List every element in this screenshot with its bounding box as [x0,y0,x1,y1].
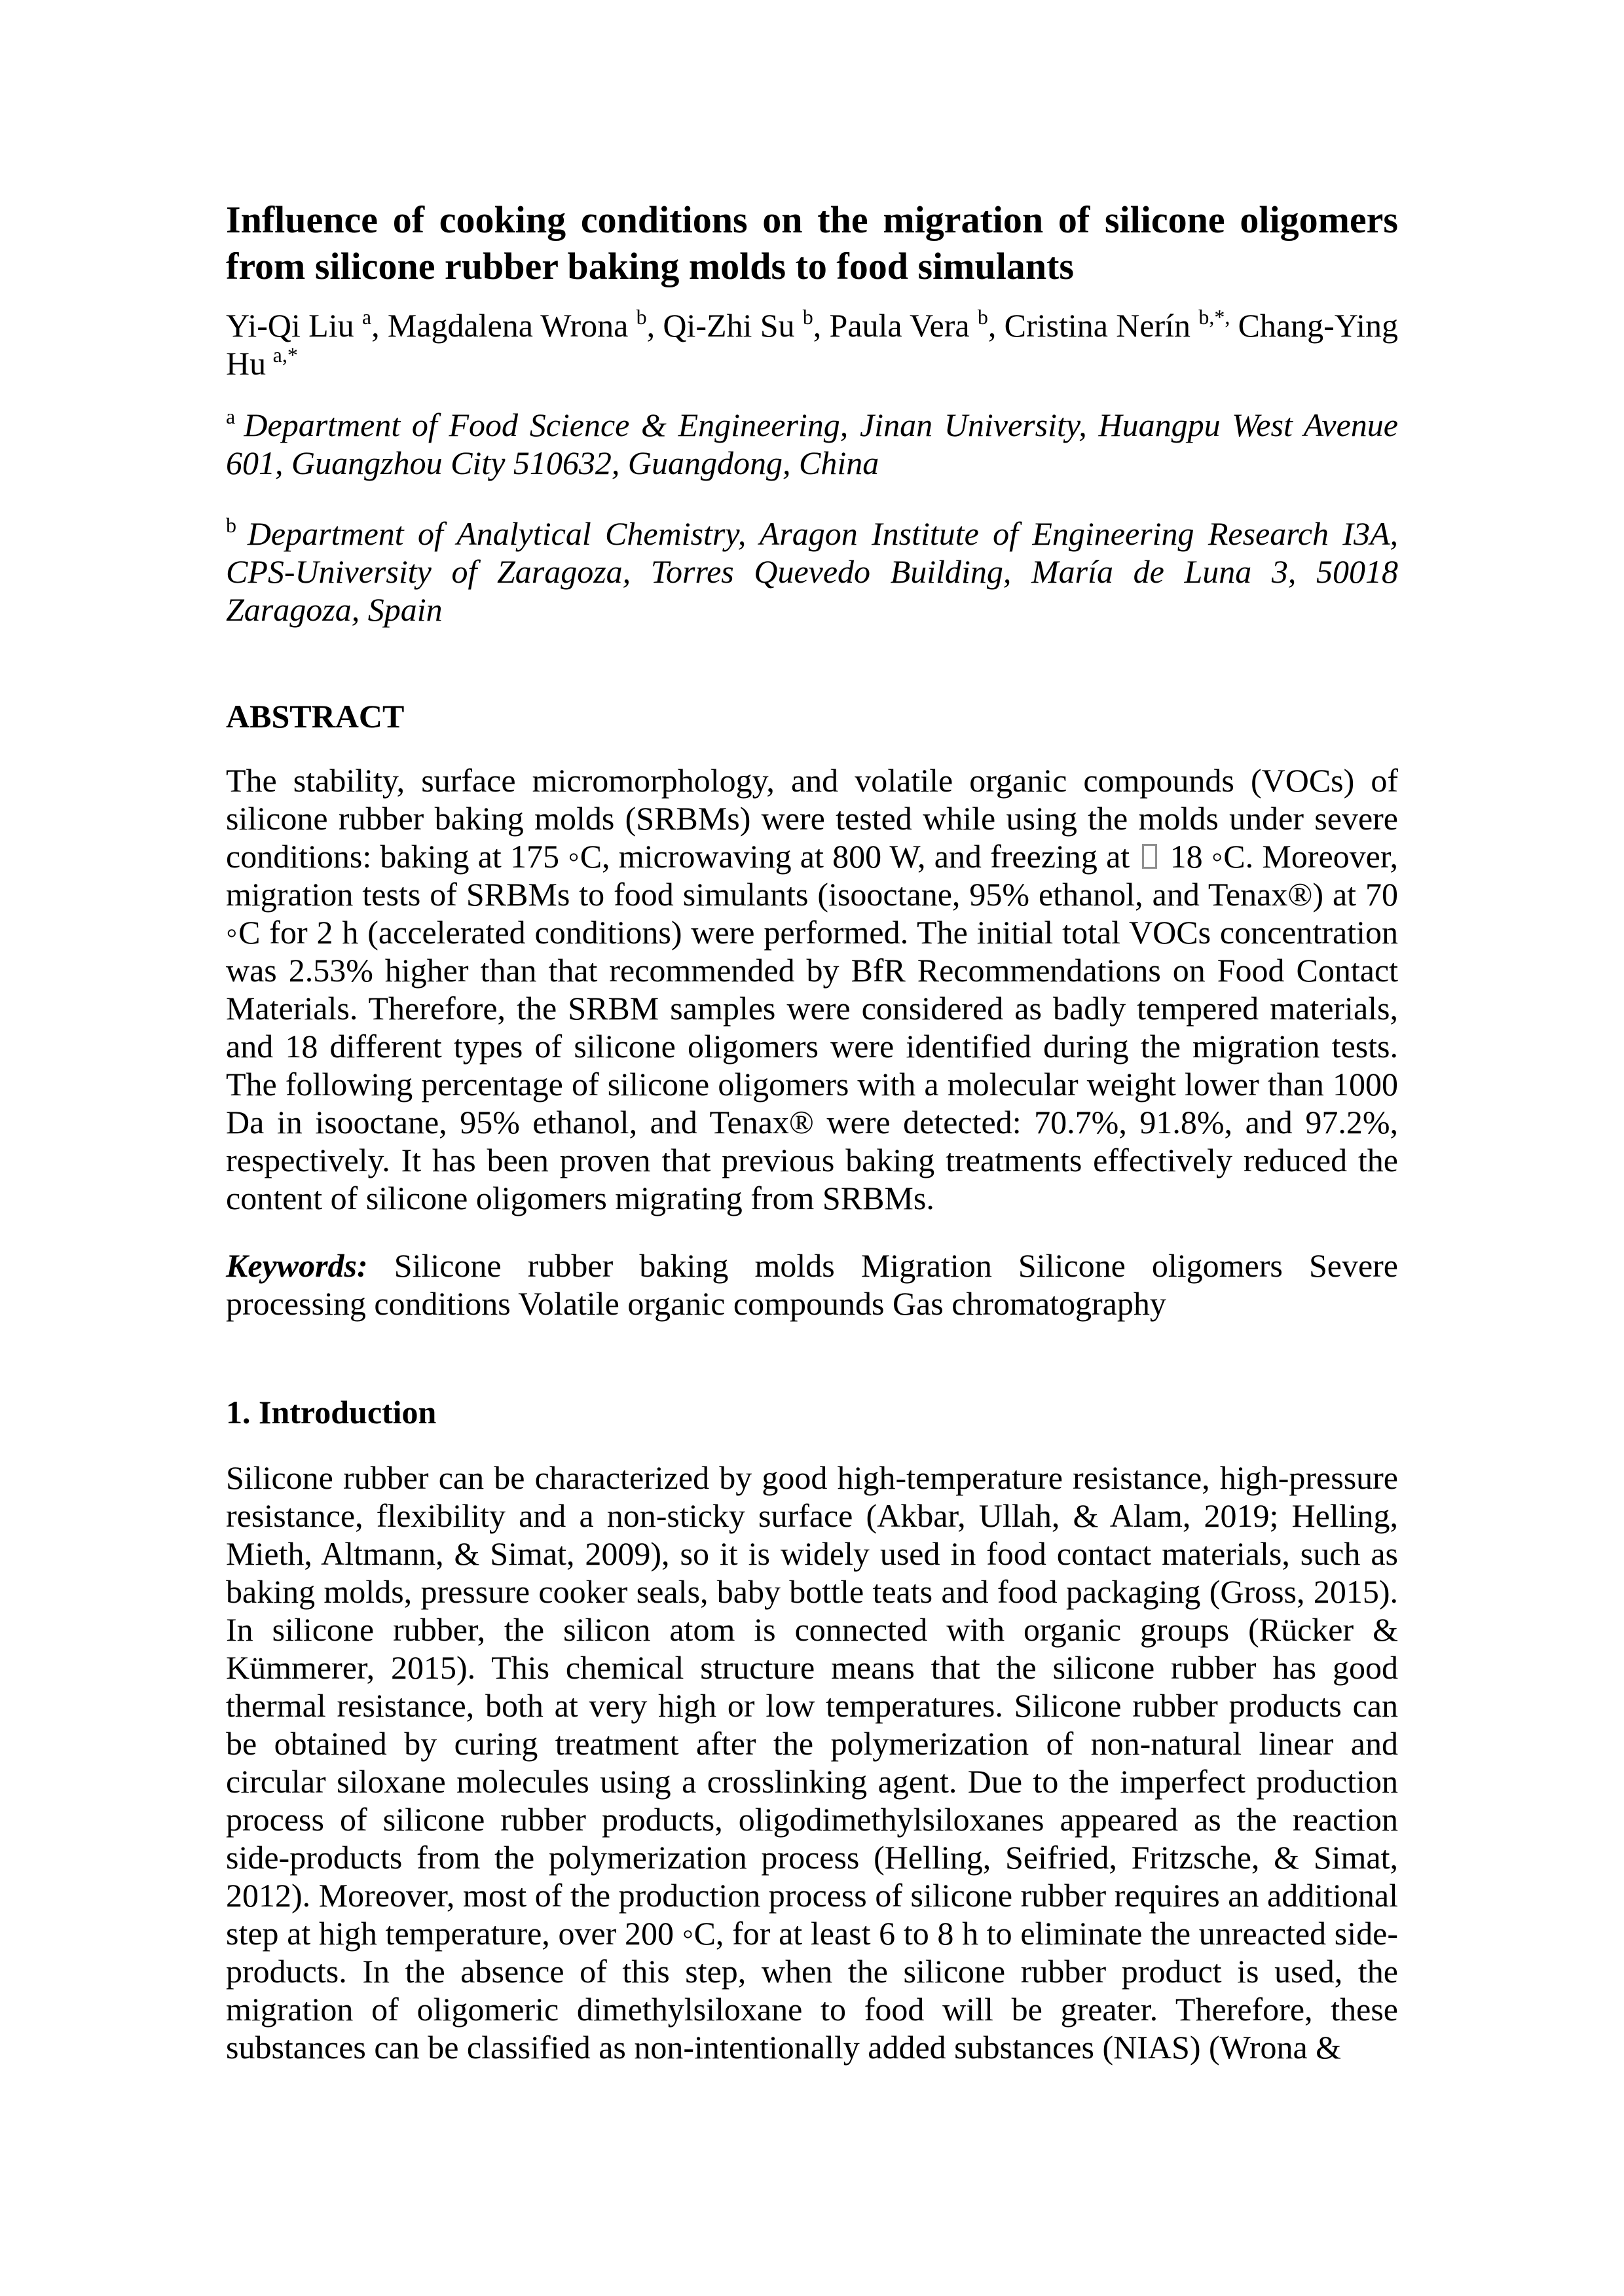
superscript-marker: b [226,513,248,537]
affiliation-a [226,406,1398,482]
text-segment: Silicone rubber can be characterized by good high-temperature resistance, high-pressure resistance, flexibility and a non-sticky surface (Akbar, Ullah, & Alam, 2019; Helling, Mieth, Altmann, & Simat, 2009), so it is widely used in food contact materials, such as baking molds, pressure cooker seals, baby bottle teats and food packaging (Gross, 2015). In silicone rubber, the silicon atom is connected with organic groups (Rücker & Kümmerer, 2015). This chemical structure means that the silicone rubber has good thermal resistance, both at very high or low temperatures. Silicone rubber products can be obtained by curing treatment after the polymerization of non-natural linear and circular siloxane molecules using a crosslinking agent. Due to the imperfect production process of silicone rubber products, oligodimethylsiloxanes appeared as the reaction side-products from the polymerization process (Helling, Seifried, Fritzsche, & Simat, 2012). Moreover, most of the production process of silicone rubber requires an additional step at high temperature, over 200 ◦C, for at least 6 to 8 h to eliminate the unreacted side-products. In the absence of this step, when the silicone rubber product is used, the migration of oligomeric dimethylsiloxane to food will be greater. Therefore, these substances can be classified as non-intentionally added substances (NIAS) (Wrona & [226,1459,1398,2066]
paper-title: Influence of cooking conditions on the migration of silicone oligomers from silicone rubber baking molds to food simulants [226,198,1398,287]
superscript-marker: b,*, [1198,305,1230,329]
text-segment: Keywords: [226,1247,368,1284]
author-line [226,306,1398,382]
text-segment: Department of Food Science & Engineering, Jinan University, Huangpu West Avenue 601, Guangzhou City 510632, Guangdong, China [226,407,1398,481]
text-segment: 18 ◦C. Moreover, migration tests of SRBMs to food simulants (isooctane, 95% ethanol, and Tenax®) at 70 ◦C for 2 h (accelerated conditions) were performed. The initial total VOCs concentration was 2.53% higher than that recommended by BfR Recommendations on Food Contact Materials. Therefore, the SRBM samples were considered as badly tempered materials, and 18 different types of silicone oligomers were identified during the migration tests. The following percentage of silicone oligomers with a molecular weight lower than 1000 Da in isooctane, 95% ethanol, and Tenax® were detected: 70.7%, 91.8%, and 97.2%, respectively. It has been proven that previous baking treatments effectively reduced the content of silicone oligomers migrating from SRBMs. [226,838,1399,1216]
text-segment: Silicone rubber baking molds Migration Silicone oligomers Severe processing conditions Volatile organic compounds Gas chromatography [226,1247,1398,1322]
text-segment: Yi-Qi Liu [226,307,362,344]
superscript-marker: a [361,305,372,329]
text-segment: , Qi-Zhi Su [646,307,803,344]
abstract-heading: ABSTRACT [226,698,405,735]
text-segment: , Magdalena Wrona [371,307,637,344]
introduction-text [226,1459,1398,2066]
superscript-marker: b [636,305,647,329]
keywords-line [226,1247,1398,1322]
affiliation-b [226,515,1398,629]
superscript-marker: b [977,305,988,329]
missing-glyph-box [1142,844,1157,869]
text-segment: Chang-Ying Hu [226,307,1399,382]
text-segment: Department of Analytical Chemistry, Aragon Institute of Engineering Research I3A, CPS-University of Zaragoza, Torres Quevedo Building, María de Luna 3, 50018 Zaragoza, Spain [226,515,1399,628]
text-segment: , Cristina Nerín [987,307,1199,344]
abstract-text [226,761,1398,1217]
superscript-marker: a,* [272,343,298,367]
superscript-marker: a [226,405,244,428]
superscript-marker: b [802,305,813,329]
introduction-heading: 1. Introduction [226,1394,437,1430]
text-segment: The stability, surface micromorphology, and volatile organic compounds (VOCs) of silicone rubber baking molds (SRBMs) were tested while using the molds under severe conditions: baking at 175 ◦C, microwaving at 800 W, and freezing at [226,762,1398,875]
text-segment: , Paula Vera [813,307,978,344]
